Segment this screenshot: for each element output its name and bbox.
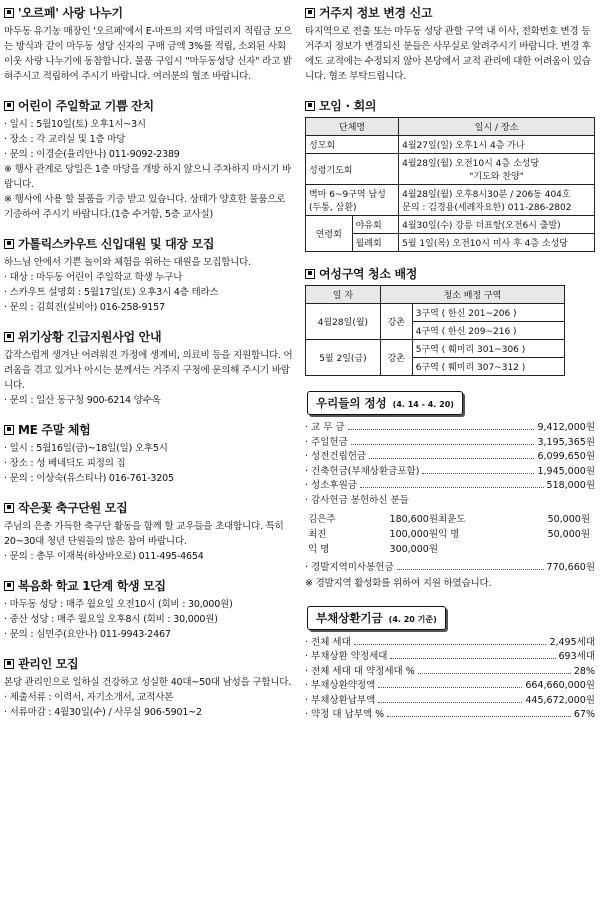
donor-list xyxy=(308,512,595,557)
table-cell: 성모회 xyxy=(306,136,399,154)
section-line: ※ 행사 관계로 당일은 1층 마당을 개방 하지 않으니 주차하지 마시기 바랍니다. xyxy=(4,164,292,190)
section-line: · 대상 : 마두동 어린이 주일학교 학생 누구나 xyxy=(4,272,183,283)
table-cell xyxy=(306,185,399,216)
section-line: · 장소 : 각 교리실 및 1층 마당 xyxy=(4,134,126,145)
table-header: 일시 / 장소 xyxy=(399,118,595,136)
section-line: · 문의 : 이경순(율리안나) 011-9092-2389 xyxy=(4,149,180,160)
table-cell: 4구역 ( 한신 209~216 ) xyxy=(412,322,564,340)
section-line: · 중산 성당 : 매주 월요일 오후8시 (회비 : 30,000원) xyxy=(4,614,218,625)
section-line: · 일시 : 5월10일(토) 오후1시~3시 xyxy=(4,119,146,130)
section-children-festival xyxy=(4,97,294,222)
section-title: 가톨릭스카우트 신입대원 및 대장 모집 xyxy=(18,237,215,251)
section-bullet-icon xyxy=(4,503,14,513)
table-cell: 4월27일(일) 오후1시 4층 가나 xyxy=(399,136,595,154)
section-bullet-icon xyxy=(4,332,14,342)
list-item: · 부채상환약정액 664,660,000원 xyxy=(305,680,595,691)
donor-amount: 100,000원 xyxy=(389,529,438,540)
table-cell: 6구역 ( 훼미리 307~312 ) xyxy=(412,358,564,376)
section-debt-fund xyxy=(305,604,595,723)
section-title: 관리인 모집 xyxy=(18,657,79,671)
section-line: · 문의 : 이상숙(유스티나) 016-761-3205 xyxy=(4,473,174,484)
section-text: 마두동 유기농 매장인 '오르페'에서 E-마트의 지역 마일리지 적립금 모으는 방식과 같이 마두동 성당 신자의 구매 금액 3%를 적립, 소외된 사회 이웃 사랑 나누기에 동참합니다. 물품 구입시 "마두동성당 신자" 라고 밝혀주시고 적립하여 주시기 바랍니다. 여러분의 협조 바랍니다. xyxy=(4,26,292,82)
donor-name: 김은주 xyxy=(308,514,336,525)
donor-name xyxy=(438,542,498,557)
section-title: 거주지 정보 변경 신고 xyxy=(319,6,433,20)
table-cell: 야유회 xyxy=(352,216,399,234)
right-column xyxy=(305,4,595,736)
table-row xyxy=(306,136,595,154)
table-cell: 5구역 ( 훼미리 301~306 ) xyxy=(412,340,564,358)
cell-line: (두통, 삼환) xyxy=(309,203,357,213)
section-line: · 문의 : 심민주(요안나) 011-9943-2467 xyxy=(4,629,171,640)
section-line: 하느님 안에서 기쁜 놀이와 체험을 위하는 대원을 모집합니다. xyxy=(4,257,251,268)
list-item: · 주일헌금 3,195,365원 xyxy=(305,436,595,448)
section-offering xyxy=(305,389,595,591)
section-crisis-support xyxy=(4,328,294,408)
donor-name: 최윤도 xyxy=(438,514,466,525)
section-line: 주님의 은총 가득한 축구단 활동을 함께 할 교우들을 초대합니다. 특히 20~30대 청년 단원들의 많은 참여 바랍니다. xyxy=(4,521,284,547)
section-bullet-icon xyxy=(305,8,315,18)
list-item: · 교 무 금 9,412,000원 xyxy=(305,422,595,433)
section-address-change xyxy=(305,4,595,84)
section-title: 작은꽃 축구단원 모집 xyxy=(18,501,128,515)
section-scout xyxy=(4,235,294,315)
table-cell: 3구역 ( 한신 201~206 ) xyxy=(412,304,564,322)
section-line: ※ 행사에 사용 할 물품을 기증 받고 있습니다. 상태가 양호한 물품으로 기증하여 주시기 바랍니다.(1층 수거함, 5층 교사실) xyxy=(4,194,286,220)
section-meetings xyxy=(305,97,595,252)
table-row xyxy=(306,304,565,322)
table-cell: 4월30일(수) 강릉 더표항(오전6시 출발) xyxy=(399,216,595,234)
section-line: · 스카우트 설명회 : 5월17일(토) 오후3시 4층 테라스 xyxy=(4,287,219,298)
table-cell: 강촌 xyxy=(380,340,412,376)
table-cell: 4월28일(월) xyxy=(306,304,381,340)
cell-line: "기도와 찬양" xyxy=(469,172,524,182)
section-line: · 제출서류 : 이력서, 자기소개서, 교적사본 xyxy=(4,692,174,703)
donor-amount: 50,000원 xyxy=(547,514,590,525)
table-header: 단체명 xyxy=(306,118,399,136)
cleaning-table xyxy=(305,285,565,376)
table-row xyxy=(306,216,595,234)
list-item: · 경발지역미사봉헌금 770,660원 xyxy=(305,562,595,573)
table-cell: 성령기도회 xyxy=(306,154,399,185)
list-item: · 부채상환납부액 445,672,000원 xyxy=(305,694,595,706)
section-line: · 장소 : 성 베네딕도 피정의 집 xyxy=(4,458,126,469)
list-item: · 성전건립헌금 6,099,650원 xyxy=(305,451,595,462)
donor-name: 익 명 xyxy=(308,544,330,555)
table-cell-group: 연령회 xyxy=(306,216,353,252)
table-header: 청소 배정 구역 xyxy=(380,286,564,304)
table-header-row xyxy=(306,286,565,304)
section-line: · 마두동 성당 : 매주 월요일 오전10시 (회비 : 30,000원) xyxy=(4,599,233,610)
table-row xyxy=(306,185,595,216)
section-line: · 일시 : 5월16일(금)~18일(일) 오후5시 xyxy=(4,443,168,454)
list-item: · 성소후원금 518,000원 xyxy=(305,480,595,491)
table-cell: 5월 2일(금) xyxy=(306,340,381,376)
offering-header xyxy=(307,391,463,415)
cell-line: 벽마 6~9구역 남성 xyxy=(309,190,386,200)
table-row xyxy=(306,154,595,185)
section-orpe xyxy=(4,4,294,84)
table-cell: 5월 1일(목) 오전10시 미사 후 4층 소성당 xyxy=(399,234,595,252)
section-bullet-icon xyxy=(4,8,14,18)
section-title: 여성구역 청소 배정 xyxy=(319,267,418,281)
section-title: 복음화 학교 1단계 학생 모집 xyxy=(18,579,166,593)
section-title: ME 주말 체험 xyxy=(18,423,91,437)
section-title: 어린이 주일학교 기쁨 잔치 xyxy=(18,99,154,113)
section-bullet-icon xyxy=(4,425,14,435)
donor-amount: 300,000원 xyxy=(389,544,438,555)
section-line: · 문의 : 일산 동구청 900-6214 양수옥 xyxy=(4,395,161,406)
offering-note: ※ 경발지역 활성화를 위하여 지원 하였습니다. xyxy=(305,577,492,589)
list-item: · 감사헌금 봉헌하신 분들 xyxy=(305,494,409,506)
donor-name: 익 명 xyxy=(438,529,460,540)
cell-line: 4월28일(월) 오전10시 4층 소성당 xyxy=(402,159,540,169)
list-item: · 건축헌금(부채상환금포함) 1,945,000원 xyxy=(305,465,595,477)
table-cell xyxy=(399,185,595,216)
offering-period: (4. 14 - 4. 20) xyxy=(392,400,454,409)
donor-amount: 180,600원 xyxy=(389,514,438,525)
section-title: 위기상황 긴급지원사업 안내 xyxy=(18,330,162,344)
section-line: · 서류마감 : 4월30일(수) / 사무실 906-5901~2 xyxy=(4,707,202,718)
table-cell: 월례회 xyxy=(352,234,399,252)
section-title: 모임 · 회의 xyxy=(319,99,377,113)
table-header: 일 자 xyxy=(306,286,381,304)
section-bullet-icon xyxy=(4,581,14,591)
donor-amount: 50,000원 xyxy=(547,529,590,540)
section-line: · 문의 : 총무 이재복(하상바오로) 011-495-4654 xyxy=(4,551,204,562)
section-text: 타지역으로 전출 또는 마두동 성당 관할 구역 내 이사, 전화번호 변경 등 거주지 정보가 변경되신 분들은 사무실로 알려주시기 바랍니다. 변경 후에도 교적에는 수정되지 않아 본당에서 교적 관리에 대한 어려움이 있습니다. 협조 부탁드립니다. xyxy=(305,26,591,82)
section-bullet-icon xyxy=(4,239,14,249)
left-column xyxy=(4,4,294,733)
section-bullet-icon xyxy=(4,101,14,111)
debt-title: 부채상환기금 xyxy=(316,610,383,625)
debt-header xyxy=(307,606,446,630)
table-header-row xyxy=(306,118,595,136)
section-me-weekend xyxy=(4,421,294,486)
list-item: · 전체 세대 2,495세대 xyxy=(305,636,595,648)
list-item: · 전체 세대 대 약정세대 % 28% xyxy=(305,665,595,677)
section-line: 본당 관리인으로 일하실 건강하고 성실한 40대~50대 남성을 구합니다. xyxy=(4,677,292,688)
section-bullet-icon xyxy=(4,659,14,669)
list-item: · 부채상환 약정세대 693세대 xyxy=(305,651,595,662)
section-caretaker xyxy=(4,655,294,720)
section-cleaning xyxy=(305,265,595,376)
list-item: · 약정 대 납부액 % 67% xyxy=(305,709,595,720)
meetings-table xyxy=(305,117,595,252)
cell-line: 4월28일(월) 오후8시30분 / 206동 404호 xyxy=(402,190,571,200)
donor-amount xyxy=(498,542,590,557)
section-evangelization-school xyxy=(4,577,294,642)
section-line: · 문의 : 김희진(실비아) 016-258-9157 xyxy=(4,302,165,313)
section-soccer-team xyxy=(4,499,294,564)
table-row xyxy=(306,340,565,358)
cell-line: 문의 : 김경용(세례자요한) 011-286-2802 xyxy=(402,203,572,213)
section-line: 갑작스럽게 생겨난 어려워진 가정에 생계비, 의료비 등을 지원합니다. 어려움을 겪고 있거나 아시는 분께서는 거주지 구청에 문의해 주시기 바랍니다. xyxy=(4,350,293,391)
table-cell xyxy=(399,154,595,185)
table-cell: 강촌 xyxy=(380,304,412,340)
section-title: '오르페' 사랑 나누기 xyxy=(18,6,123,20)
debt-period: (4. 20 기준) xyxy=(388,614,437,624)
donor-name: 최진 xyxy=(308,529,327,540)
section-bullet-icon xyxy=(305,101,315,111)
section-bullet-icon xyxy=(305,269,315,279)
offering-title: 우리들의 정성 xyxy=(316,396,387,410)
